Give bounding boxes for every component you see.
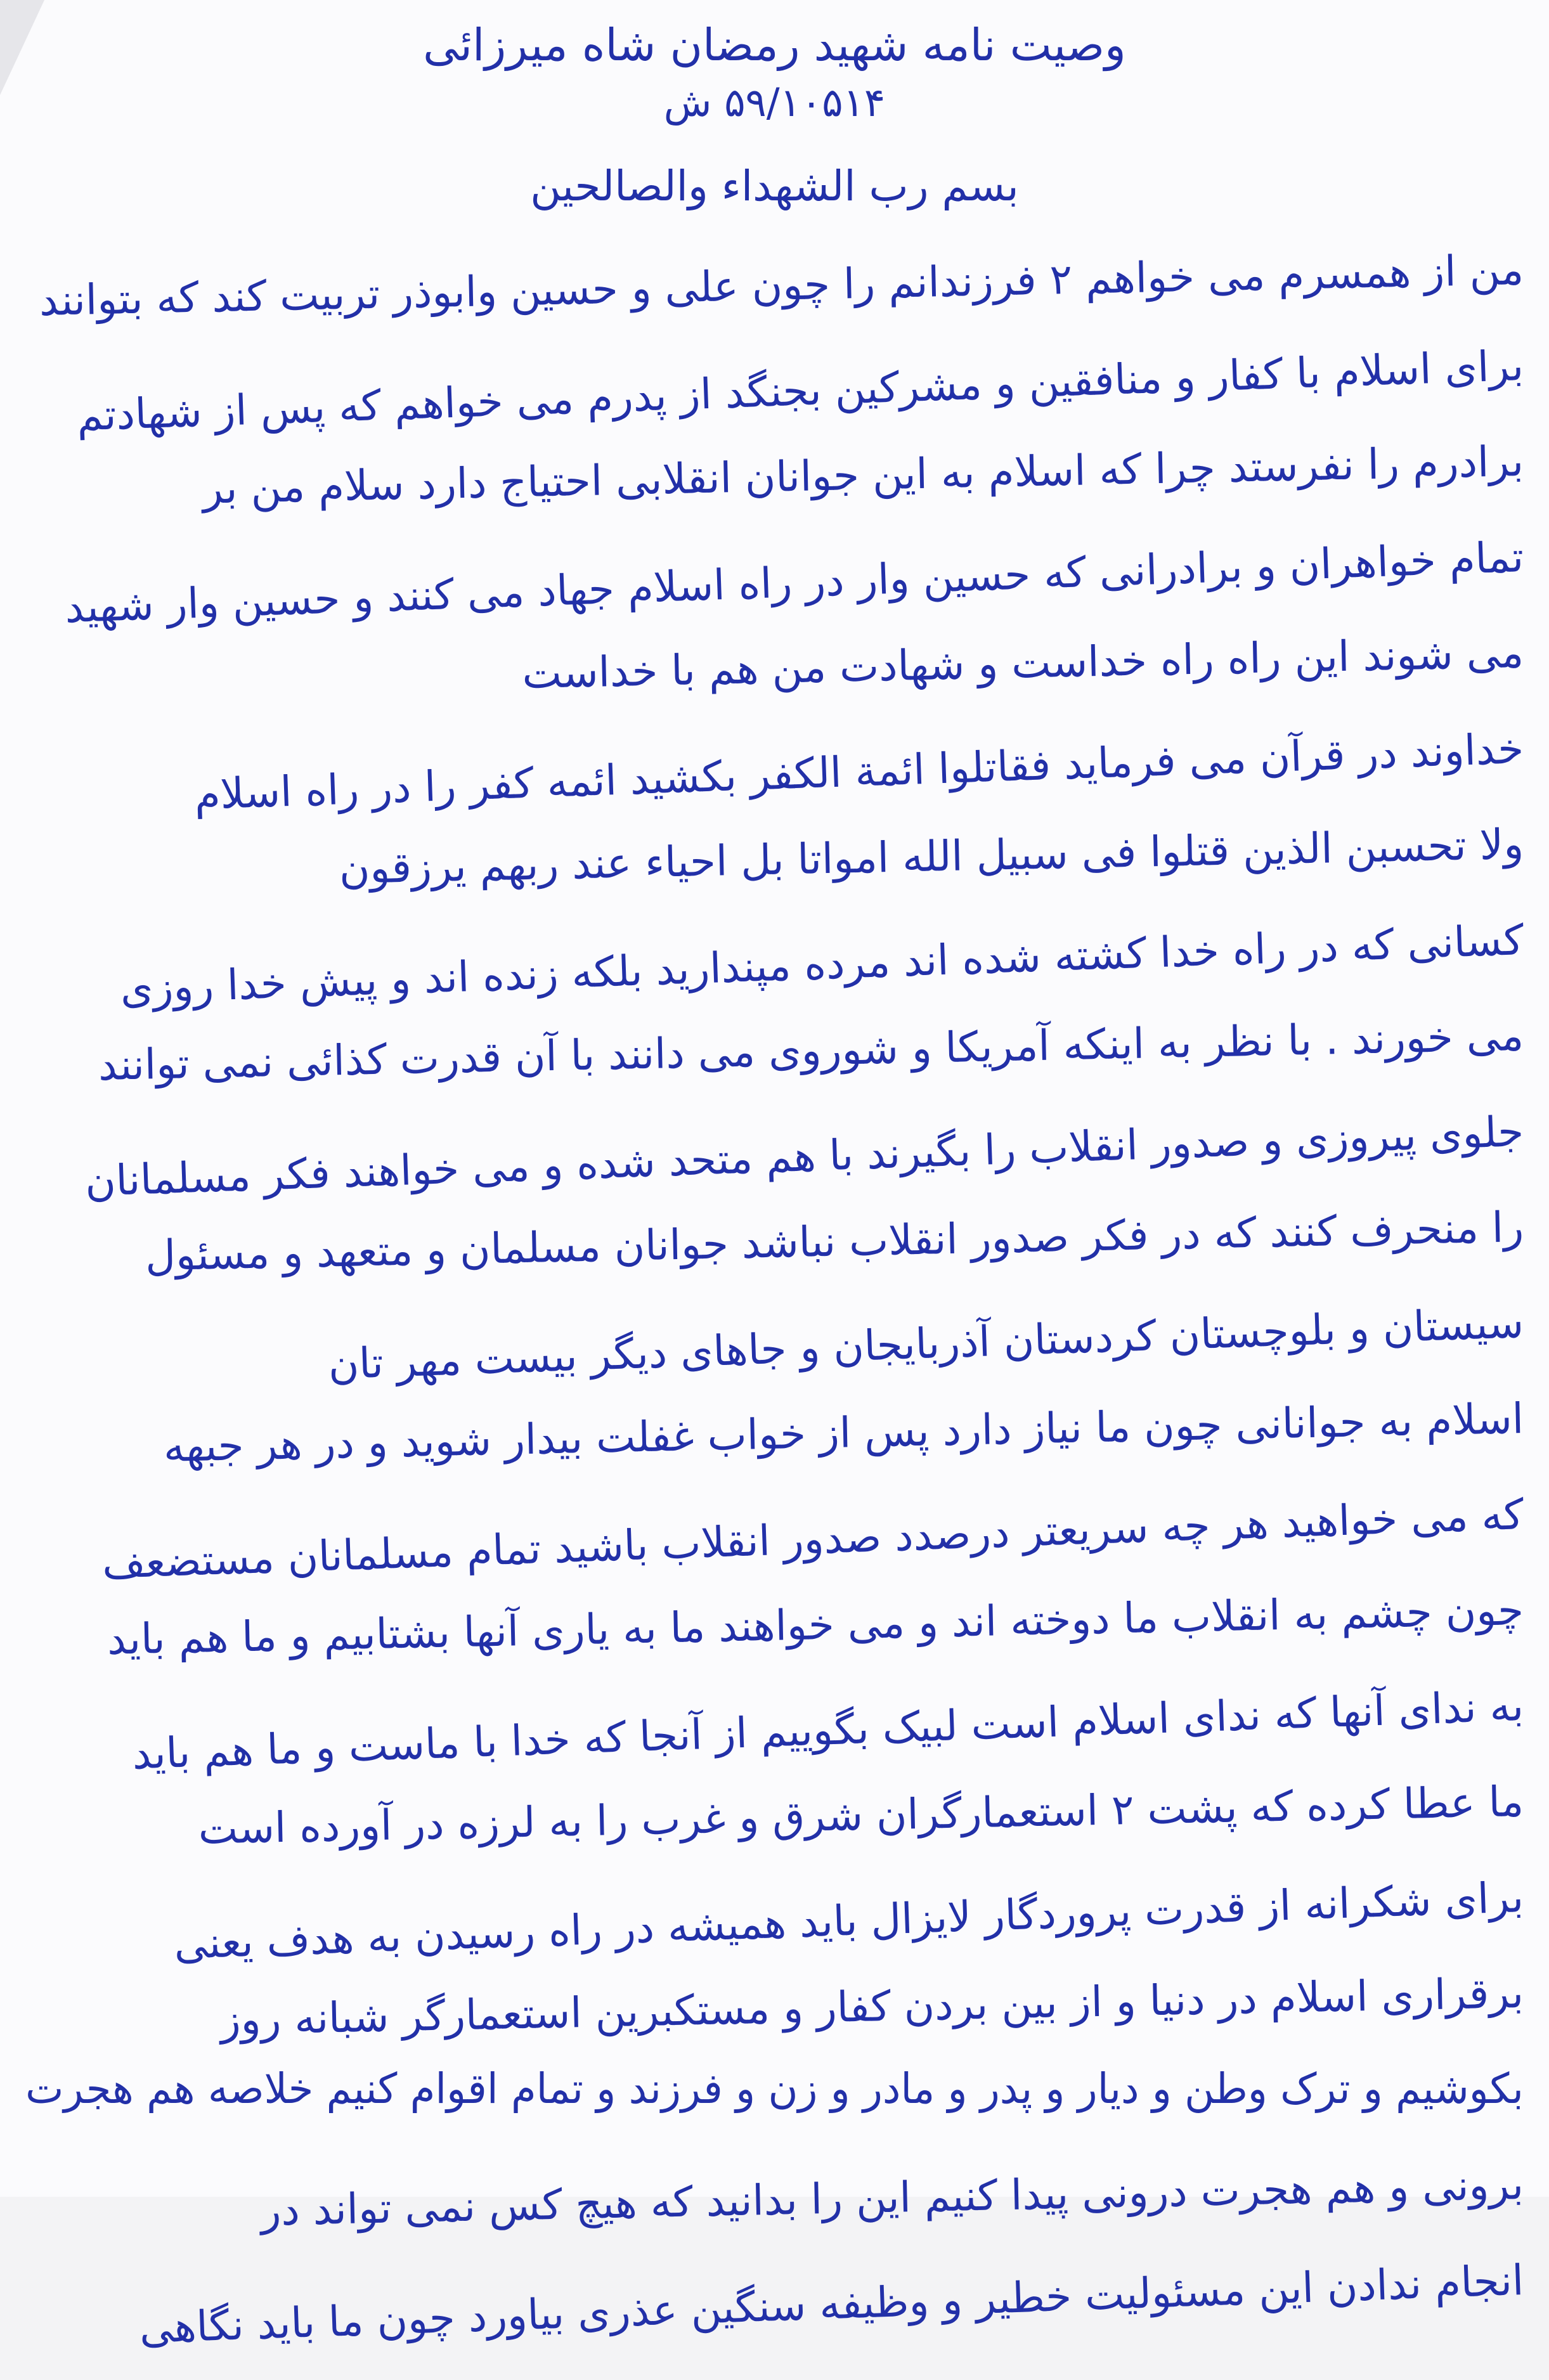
text-line: بکوشیم و ترک وطن و دیار و پدر و مادر و زن و فرزند و تمام اقوام کنیم خلاصه هم هجرت	[25, 2064, 1524, 2113]
text-line: برونی و هم هجرت درونی پیدا کنیم این را بدانید که هیچ کس نمی تواند در	[260, 2160, 1524, 2235]
text-line: ما عطا کرده که پشت ۲ استعمارگران شرق و غرب را به لرزه در آورده است	[197, 1777, 1524, 1854]
text-line: چون چشم به انقلاب ما دوخته اند و می خواهند ما به یاری آنها بشتابیم و ما هم باید	[107, 1586, 1524, 1664]
text-line: من از همسرم می خواهم ۲ فرزندانم را چون علی و حسین وابوذر تربیت کند که بتوانند	[39, 245, 1524, 326]
text-line: اسلام به جوانانی چون ما نیاز دارد پس از خواب غفلت بیدار شوید و در هر جبهه	[163, 1394, 1524, 1471]
text-line: تمام خواهران و برادرانی که حسین وار در راه اسلام جهاد می کنند و حسین وار شهید	[63, 533, 1525, 633]
text-line: انجام ندادن این مسئولیت خطیر و وظیفه سنگین عذری بیاورد چون ما باید نگاهی	[138, 2256, 1525, 2353]
text-line: کسانی که در راه خدا کشته شده اند مرده مپندارید بلکه زنده اند و پیش خدا روزی	[119, 915, 1525, 1014]
text-line: می شوند این راه راه خداست و شهادت من هم با خداست	[521, 628, 1524, 699]
text-line: خداوند در قرآن می فرماید فقاتلوا ائمة الکفر بکشید ائمه کفر را در راه اسلام	[193, 724, 1525, 820]
text-line: جلوی پیروزی و صدور انقلاب را بگیرند با هم متحد شده و می خواهند فکر مسلمانان	[84, 1107, 1525, 1206]
document-code: ۵۹/۱۰۵۱۴ ش	[663, 79, 886, 126]
text-line: برادرم را نفرستد چرا که اسلام به این جوانان انقلابی احتیاج دارد سلام من بر	[202, 437, 1524, 514]
text-line: ولا تحسبن الذین قتلوا فی سبیل الله امواتا بل احیاء عند ربهم یرزقون	[339, 820, 1524, 894]
text-line: سیستان و بلوچستان کردستان آذربایجان و جاهای دیگر بیست مهر تان	[327, 1298, 1525, 1389]
text-line: که می خواهید هر چه سریعتر درصدد صدور انقلاب باشید تمام مسلمانان مستضعف	[101, 1490, 1525, 1589]
text-line: برقراری اسلام در دنیا و از بین بردن کفار و مستکبرین استعمارگر شبانه روز	[219, 1969, 1524, 2045]
text-line: به ندای آنها که ندای اسلام است لبیک بگوییم از آنجا که خدا با ماست و ما هم باید	[131, 1681, 1525, 1779]
text-line: می خورند . با نظر به اینکه آمریکا و شوروی می دانند با آن قدرت کذائی نمی توانند	[98, 1011, 1524, 1090]
text-line: برای شکرانه از قدرت پروردگار لایزال باید همیشه در راه رسیدن به هدف یعنی	[173, 1873, 1525, 1969]
text-line: برای اسلام با کفار و منافقین و مشرکین بجنگد از پدرم می خواهم که پس از شهادتم	[75, 341, 1525, 441]
text-line: را منحرف کنند که در فکر صدور انقلاب نباشد جوانان مسلمان و متعهد و مسئول	[145, 1203, 1524, 1281]
basmala-heading: بسم رب الشهداء والصالحین	[530, 162, 1019, 210]
document-title: وصیت نامه شهید رمضان شاه میرزائی	[423, 19, 1126, 71]
will-body	[25, 222, 1525, 2353]
